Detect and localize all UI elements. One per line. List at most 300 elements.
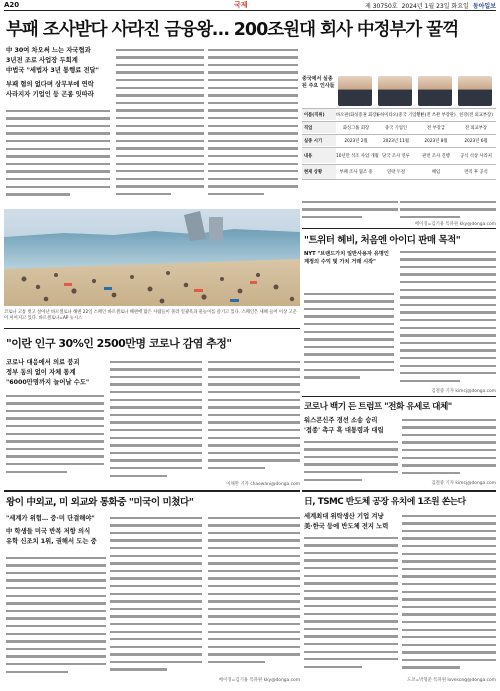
body-text-line — [402, 611, 496, 619]
body-text-line — [400, 362, 496, 370]
iran-body-col-2 — [110, 358, 202, 484]
body-text-line — [402, 596, 496, 604]
body-text-line — [400, 278, 496, 286]
body-text-line — [208, 658, 265, 666]
section-name: 국제 — [234, 1, 248, 9]
body-text-line — [116, 137, 204, 145]
body-text-line — [208, 84, 298, 92]
body-text-line — [208, 449, 300, 457]
iran-subheads — [6, 358, 106, 388]
twitter-body-col-1 — [304, 290, 394, 388]
body-text-line — [400, 248, 496, 256]
body-text-line — [110, 643, 202, 651]
tsmc-sub-2: 美·한국 등에 반도체 전지 노력 — [304, 523, 389, 530]
body-text-line — [6, 615, 106, 623]
body-text-line — [208, 598, 300, 606]
body-text-line — [402, 520, 496, 528]
body-text-line — [208, 464, 265, 472]
body-text-line — [208, 552, 300, 560]
body-text-line — [208, 651, 300, 659]
body-text-line — [110, 381, 202, 389]
body-text-line — [116, 54, 204, 62]
lead-body-col-5 — [400, 198, 496, 222]
body-text-line — [400, 206, 496, 214]
body-text-line — [208, 130, 298, 138]
body-text-line — [6, 175, 110, 183]
body-text-line — [402, 565, 496, 573]
body-text-line — [110, 426, 202, 434]
body-text-line — [116, 190, 171, 198]
iran-sub-1: 코로나 대응에서 의료 붕괴 — [6, 359, 80, 366]
body-text-line — [304, 572, 398, 580]
body-text-line — [302, 206, 398, 214]
avatar — [378, 76, 412, 106]
body-text-line — [304, 656, 398, 664]
body-text-line — [402, 558, 496, 566]
body-text-line — [402, 573, 496, 581]
body-text-line — [400, 263, 496, 271]
body-text-line — [304, 446, 398, 454]
body-text-line — [304, 438, 398, 446]
body-text-line — [116, 107, 204, 115]
body-text-line — [402, 580, 496, 588]
body-text-line — [302, 213, 362, 221]
body-text-line — [110, 544, 202, 552]
body-text-line — [402, 649, 496, 657]
body-text-line — [402, 439, 496, 447]
lead-sub-1: 中 30여 차오써 느는 자국협과 — [6, 47, 91, 54]
body-text-line — [6, 407, 104, 415]
body-text-line — [304, 476, 362, 484]
iran-sub-3: "6000만명까지 늘어날 수도" — [6, 379, 90, 386]
body-text-line — [6, 607, 106, 615]
body-text-line — [6, 554, 106, 562]
body-text-line — [110, 651, 202, 659]
body-text-line — [304, 602, 398, 610]
body-text-line — [6, 584, 106, 592]
body-text-line — [208, 419, 300, 427]
body-text-line — [6, 468, 67, 476]
body-text-line — [6, 183, 110, 191]
body-text-line — [6, 562, 106, 570]
body-text-line — [6, 600, 106, 608]
lead-headline: 부패 조사받다 사라진 금융왕… 200조원대 회사 中정부가 꿀꺽 — [6, 20, 459, 40]
body-text-line — [6, 415, 104, 423]
table-row: 내용 10년만 석조 사업 개월 당국 조사 연루 관련 조사 진행 공식 석상 사라져 — [302, 147, 496, 163]
table-row: 실종 시기 2023년 2월 2023년 11월 2023년 8월 2023년 6월 — [302, 134, 496, 146]
body-text-line — [208, 381, 300, 389]
body-text-line — [6, 422, 104, 430]
wang-subheads — [6, 514, 110, 547]
body-text-line — [6, 191, 70, 199]
body-text-line — [116, 183, 204, 191]
body-text-line — [400, 377, 460, 385]
body-text-line — [400, 347, 496, 355]
body-text-line — [208, 358, 300, 366]
body-text-line — [6, 577, 106, 585]
trump-byline: 김철중 기자 kimcj@donga.com — [431, 481, 496, 486]
body-text-line — [110, 537, 202, 545]
body-text-line — [402, 550, 496, 558]
body-text-line — [208, 529, 300, 537]
body-text-line — [208, 620, 300, 628]
lead-sub-3: 中법국 "세법자 3년 통행료 전달" — [6, 67, 99, 74]
body-text-line — [110, 396, 202, 404]
body-text-line — [6, 445, 104, 453]
body-text-line — [6, 660, 106, 668]
body-text-line — [304, 549, 398, 557]
body-text-line — [304, 298, 394, 306]
body-text-line — [6, 115, 110, 123]
body-text-line — [6, 122, 110, 130]
body-text-line — [116, 145, 204, 153]
body-text-line — [208, 605, 300, 613]
wang-body-col-2 — [110, 514, 202, 678]
body-text-line — [400, 294, 496, 302]
iran-byline: 이채완 기자 chaewani@donga.com — [226, 482, 300, 487]
photo-caption: 코로나 고통 벗고 살아난 바르셀로나 해변 22일 스페인 바르셀로나 해변에 많은 사람들이 몰려 일광욕과 물놀이를 즐기고 있다. 스페인은 새해 들어 이상 고온이 이어지고 있다. 바르셀로나=AP 뉴시스 — [4, 310, 297, 321]
body-text-line — [402, 462, 496, 470]
body-text-line — [116, 92, 204, 100]
body-text-line — [208, 434, 300, 442]
body-text-line — [304, 542, 398, 550]
body-text-line — [304, 534, 398, 542]
body-text-line — [6, 430, 104, 438]
body-text-line — [402, 626, 496, 634]
body-text-line — [304, 595, 398, 603]
body-text-line — [110, 404, 202, 412]
lead-subheads — [6, 46, 114, 100]
body-text-line — [6, 145, 110, 153]
body-text-line — [6, 569, 106, 577]
lead-sub-5: 사라지자 기업인 등 곤롱 잇따라 — [6, 91, 94, 98]
wang-sub-1: "세계가 위험… 중·미 단결해야" — [6, 515, 95, 522]
body-text-line — [402, 618, 496, 626]
body-text-line — [304, 564, 398, 572]
body-text-line — [304, 610, 398, 618]
body-text-line — [110, 529, 202, 537]
body-text-line — [304, 336, 394, 344]
body-text-line — [6, 645, 106, 653]
body-text-line — [208, 99, 298, 107]
body-text-line — [208, 560, 300, 568]
body-text-line — [304, 618, 398, 626]
body-text-line — [208, 636, 300, 644]
tsmc-body-col-2 — [402, 512, 496, 672]
body-text-line — [402, 641, 496, 649]
body-text-line — [208, 137, 298, 145]
body-text-line — [208, 582, 300, 590]
body-text-line — [402, 431, 496, 439]
table-title: 중국에서 실종된 주요 인사들 — [302, 76, 335, 89]
trump-body-col-1 — [304, 438, 398, 486]
body-text-line — [400, 271, 496, 279]
table-row: 직업 화싱그룹 회장 중국 기업인 전 부장급 전 외교부장 — [302, 121, 496, 133]
table-row: 현재 상황 부패 조사 협조 중 연락 두절 해임 면직 후 공석 — [302, 164, 496, 180]
body-text-line — [110, 457, 202, 465]
twitter-article-subtitle: NYT "브랜드가치 일반사용자 유명인 계정의 수익 및 가치 거래 시작" — [304, 251, 389, 265]
body-text-line — [110, 560, 202, 568]
body-text-line — [402, 446, 496, 454]
body-text-line — [6, 392, 104, 400]
body-text-line — [116, 175, 204, 183]
body-text-line — [208, 544, 300, 552]
table-row: 이름(직위) 바오판(화싱증권 회장) 류하이타오(중국 기업인) 두한(전 쓰촨 부장관) 친강(전 외교부장) — [302, 108, 496, 120]
avatar — [418, 76, 452, 106]
page-number: A20 — [4, 1, 20, 9]
body-text-line — [400, 286, 496, 294]
body-text-line — [6, 137, 110, 145]
body-text-line — [6, 638, 106, 646]
body-text-line — [400, 256, 496, 264]
body-text-line — [400, 324, 496, 332]
body-text-line — [402, 542, 496, 550]
body-text-line — [110, 358, 202, 366]
body-text-line — [110, 373, 202, 381]
body-text-line — [110, 590, 202, 598]
body-text-line — [400, 370, 496, 378]
body-text-line — [304, 461, 398, 469]
missing-people-table — [302, 76, 496, 196]
body-text-line — [304, 343, 394, 351]
body-text-line — [208, 628, 300, 636]
issue-date: 2024년 1월 23일 화요일 — [401, 2, 469, 10]
body-text-line — [110, 472, 167, 480]
wang-body-col-3 — [208, 514, 300, 672]
body-text-line — [304, 663, 362, 671]
body-text-line — [304, 625, 398, 633]
lead-body-col-1 — [6, 107, 110, 205]
body-text-line — [208, 76, 298, 84]
body-text-line — [110, 636, 202, 644]
body-text-line — [110, 567, 202, 575]
body-text-line — [110, 442, 202, 450]
body-text-line — [208, 190, 264, 198]
body-text-line — [110, 366, 202, 374]
body-text-line — [116, 152, 204, 160]
body-text-line — [302, 198, 398, 206]
body-text-line — [402, 469, 460, 477]
body-text-line — [402, 512, 496, 520]
page-header — [4, 0, 496, 11]
body-text-line — [208, 537, 300, 545]
body-text-line — [402, 527, 496, 535]
body-text-line — [208, 514, 300, 522]
body-text-line — [208, 107, 298, 115]
body-text-line — [304, 468, 398, 476]
body-text-line — [208, 426, 300, 434]
body-text-line — [110, 419, 202, 427]
body-text-line — [208, 404, 300, 412]
body-text-line — [304, 557, 398, 565]
body-text-line — [110, 666, 167, 674]
body-text-line — [110, 575, 202, 583]
body-text-line — [6, 453, 104, 461]
body-text-line — [304, 290, 394, 298]
trump-body-col-2 — [402, 416, 496, 478]
divider — [4, 328, 300, 329]
tsmc-article-title: 日, TSMC 반도체 공장 유치에 1조원 쏜는다 — [304, 497, 466, 507]
body-text-line — [208, 46, 298, 54]
avatar — [338, 76, 372, 106]
iran-body-col-3 — [208, 358, 300, 480]
twitter-body-col-2 — [400, 248, 496, 388]
body-text-line — [304, 313, 394, 321]
body-text-line — [110, 434, 202, 442]
body-text-line — [304, 640, 398, 648]
body-text-line — [6, 668, 68, 676]
trump-subheads — [304, 416, 404, 436]
body-text-line — [304, 320, 394, 328]
trump-sub-2: '접종' 촉구 흑 대통령과 대립 — [304, 427, 384, 434]
tsmc-sub-1: 세계최대 위탁생산 기업 겨냥 — [304, 513, 384, 520]
body-text-line — [208, 590, 300, 598]
body-text-line — [116, 130, 204, 138]
divider — [302, 490, 496, 492]
body-text-line — [6, 107, 110, 115]
body-text-line — [208, 145, 298, 153]
lead-body-col-3 — [208, 46, 298, 204]
lead-sub-2: 3년전 조로 사업장 두회계 — [6, 57, 78, 64]
lead-sub-4: 부패 혐의 없다며 상무부에 연락 — [6, 81, 94, 88]
twitter-byline: 김철중 기자 kimcj@donga.com — [431, 389, 496, 394]
body-text-line — [110, 605, 202, 613]
body-text-line — [208, 54, 298, 62]
body-text-line — [110, 582, 202, 590]
beach-photo — [4, 209, 300, 306]
body-text-line — [208, 61, 298, 69]
body-text-line — [110, 613, 202, 621]
body-text-line — [116, 84, 204, 92]
wang-body-col-1 — [6, 554, 106, 676]
body-text-line — [116, 69, 204, 77]
body-text-line — [208, 92, 298, 100]
body-text-line — [304, 580, 398, 588]
body-text-line — [6, 622, 106, 630]
body-text-line — [208, 69, 298, 77]
body-text-line — [400, 301, 496, 309]
body-text-line — [402, 634, 496, 642]
body-text-line — [304, 305, 394, 313]
beach-photo-image — [4, 209, 300, 306]
body-text-line — [402, 656, 496, 664]
body-text-line — [116, 76, 204, 84]
lead-body-col-4 — [302, 198, 398, 222]
body-text-line — [208, 122, 298, 130]
body-text-line — [6, 160, 110, 168]
body-text-line — [6, 153, 110, 161]
body-text-line — [208, 152, 298, 160]
body-text-line — [304, 587, 398, 595]
body-text-line — [116, 99, 204, 107]
body-text-line — [208, 567, 300, 575]
body-text-line — [208, 366, 300, 374]
body-text-line — [116, 168, 204, 176]
body-text-line — [110, 522, 202, 530]
body-text-line — [6, 438, 104, 446]
body-text-line — [304, 374, 360, 382]
tsmc-body-col-1 — [304, 534, 398, 676]
body-text-line — [208, 411, 300, 419]
body-text-line — [6, 460, 104, 468]
wang-article-title: 왕이 中외교, 미 외교와 통화중 "미국이 미쳤다" — [6, 497, 194, 508]
body-text-line — [110, 514, 202, 522]
body-text-line — [304, 366, 394, 374]
body-text-line — [6, 400, 104, 408]
body-text-line — [6, 630, 106, 638]
body-text-line — [304, 358, 394, 366]
body-text-line — [208, 373, 300, 381]
body-text-line — [208, 575, 300, 583]
paper-name: 동아일보 — [472, 2, 496, 10]
body-text-line — [208, 183, 298, 191]
body-text-line — [208, 457, 300, 465]
divider — [4, 490, 300, 492]
body-text-line — [110, 598, 202, 606]
issue-number: 제 30750호 — [364, 2, 398, 10]
wang-byline: 베이징=김기용 특파원 kky@donga.com — [218, 678, 300, 683]
body-text-line — [304, 633, 398, 641]
body-text-line — [116, 46, 204, 54]
body-text-line — [110, 620, 202, 628]
body-text-line — [208, 613, 300, 621]
wang-sub-2: 中 학생들 미국 반복 저항 의식 — [6, 528, 91, 535]
body-text-line — [208, 168, 298, 176]
lead-body-col-2 — [116, 46, 204, 204]
body-text-line — [116, 61, 204, 69]
body-text-line — [208, 388, 300, 396]
trump-sub-1: 워스콘신주 경선 소송 승리 — [304, 417, 378, 424]
body-text-line — [6, 653, 106, 661]
body-text-line — [400, 198, 496, 206]
body-text-line — [400, 354, 496, 362]
lead-byline: 베이징=김기용 특파원 kky@donga.com — [414, 222, 496, 227]
body-text-line — [400, 309, 496, 317]
iran-article-title: "이란 인구 30%인 2500만명 코로나 감염 추정" — [6, 337, 232, 350]
body-text-line — [116, 114, 204, 122]
tsmc-byline: 도쿄=박형준 특파원 lovesong@donga.com — [406, 678, 496, 683]
body-text-line — [400, 316, 496, 324]
body-text-line — [208, 396, 300, 404]
trump-article-title: 코로나 백기 든 트럼프 "전화 유세로 대체" — [304, 402, 452, 412]
body-text-line — [402, 588, 496, 596]
body-text-line — [116, 160, 204, 168]
body-text-line — [110, 464, 202, 472]
tsmc-subheads — [304, 512, 404, 532]
divider — [302, 396, 496, 397]
body-text-line — [400, 332, 496, 340]
body-text-line — [304, 453, 398, 461]
body-text-line — [116, 122, 204, 130]
body-text-line — [208, 160, 298, 168]
body-text-line — [402, 454, 496, 462]
body-text-line — [402, 424, 496, 432]
twitter-article-title: "트위터 헤비, 처음엔 아이디 판매 목적" — [304, 235, 461, 246]
body-text-line — [110, 449, 202, 457]
body-text-line — [6, 592, 106, 600]
body-text-line — [110, 411, 202, 419]
body-text-line — [208, 175, 298, 183]
body-text-line — [110, 388, 202, 396]
iran-body-col-1 — [6, 392, 104, 484]
body-text-line — [402, 416, 496, 424]
wang-sub-3: 유학 신조치 1위, 권해서 도는 중 — [6, 538, 97, 545]
body-text-line — [304, 328, 394, 336]
body-text-line — [400, 339, 496, 347]
body-text-line — [110, 658, 202, 666]
body-text-line — [304, 648, 398, 656]
body-text-line — [400, 213, 460, 221]
